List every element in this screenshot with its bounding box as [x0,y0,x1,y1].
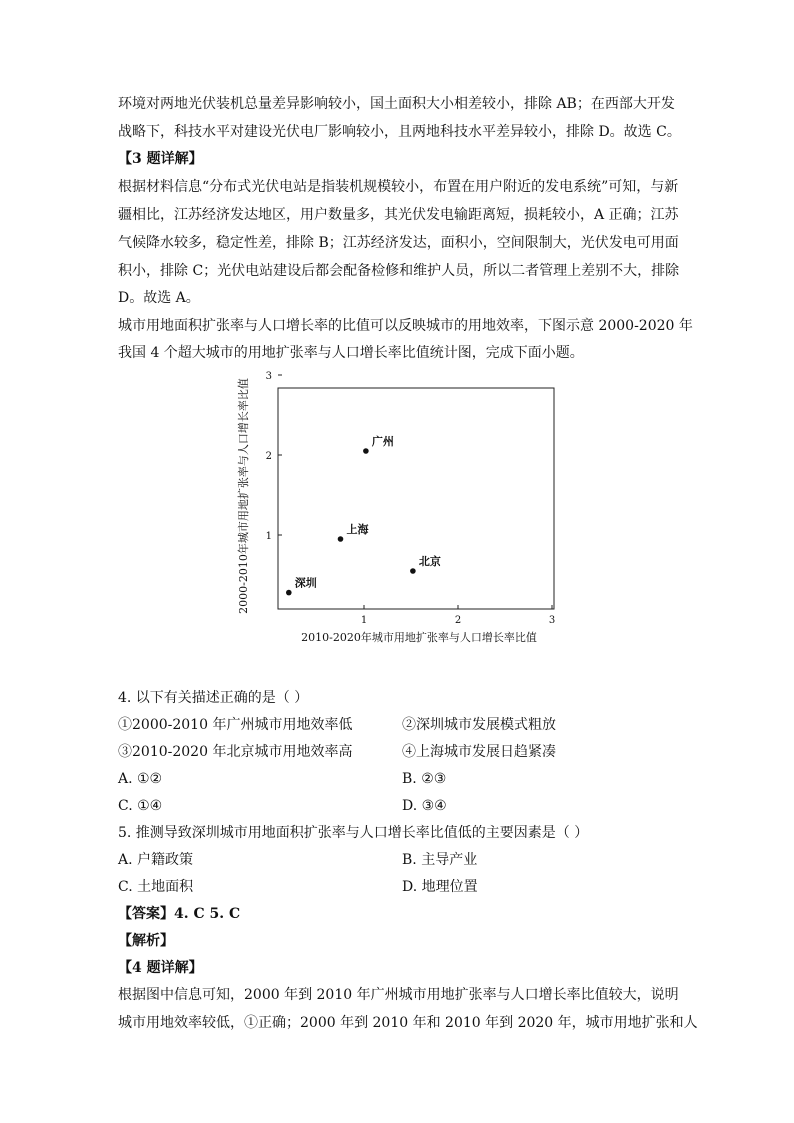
scatter-chart [0,365,794,665]
intro-line: 我国 4 个超大城市的用地扩张率与人口增长率比值统计图，完成下面小题。 [118,345,584,361]
plot-frame [278,388,554,609]
x-tick-label: 1 [360,615,368,626]
q4-explanation-line: 城市用地效率较低，①正确；2000 年到 2010 年和 2010 年到 2020 年，城市用地扩张和人 [118,1015,698,1031]
y-tick-label: 2 [265,451,272,462]
data-point [338,536,344,542]
section-heading: 【3 题详解】 [118,151,203,167]
analysis-heading: 【解析】 [118,933,174,949]
point-label: 广州 [371,435,394,448]
text-line: 气候降水较多，稳定性差，排除 B；江苏经济发达，面积小，空间限制大，光伏发电可用面 [118,235,679,251]
q5-option-a: A. 户籍政策 [118,852,194,868]
q4-statement-3: ③2010-2020 年北京城市用地效率高 [118,744,353,760]
y-axis-label: 2000-2010年城市用地扩张率与人口增长率比值 [237,378,250,614]
y-tick-label: 1 [265,531,272,542]
text-line: D。故选 A。 [118,290,200,306]
x-tick-label: 3 [548,615,556,626]
q5-option-b: B. 主导产业 [402,852,478,868]
data-point [363,448,369,454]
text-line: 环境对两地光伏装机总量差异影响较小，国土面积大小相差较小，排除 AB；在西部大开发 [118,96,675,112]
q5-stem: 5. 推测导致深圳城市用地面积扩张率与人口增长率比值低的主要因素是（ ） [118,825,589,841]
text-line: 积小，排除 C；光伏电站建设后都会配备检修和维护人员，所以二者管理上差别不大，排除 [118,263,680,279]
point-label: 北京 [418,555,441,568]
q5-option-c: C. 土地面积 [118,879,194,895]
q4-heading: 【4 题详解】 [118,960,203,976]
y-tick-label: 3 [265,371,272,382]
q4-statement-1: ①2000-2010 年广州城市用地效率低 [118,717,353,733]
point-label: 上海 [346,523,369,536]
x-axis-label: 2010-2020年城市用地扩张率与人口增长率比值 [301,631,537,644]
text-line: 战略下，科技水平对建设光伏电厂影响较小，且两地科技水平差异较小，排除 D。故选 C。 [118,124,681,140]
q4-option-a: A. ①② [118,771,163,787]
text-line: 疆相比，江苏经济发达地区，用户数量多，其光伏发电输距离短，损耗较小，A 正确；江苏 [118,207,679,223]
q4-statement-4: ④上海城市发展日趋紧凑 [402,744,556,760]
data-point [410,568,416,574]
q4-option-b: B. ②③ [402,771,447,787]
intro-line: 城市用地面积扩张率与人口增长率的比值可以反映城市的用地效率，下图示意 2000-2020 年 [118,318,693,334]
q4-option-d: D. ③④ [402,798,447,814]
q4-stem: 4. 以下有关描述正确的是（ ） [118,690,309,706]
q4-explanation-line: 根据图中信息可知，2000 年到 2010 年广州城市用地扩张率与人口增长率比值较大，说明 [118,987,679,1003]
q5-option-d: D. 地理位置 [402,879,478,895]
data-point [286,590,292,596]
answer-line: 【答案】4. C 5. C [118,906,241,922]
text-line: 根据材料信息“分布式光伏电站是指装机规模较小，布置在用户附近的发电系统”可知，与新 [118,179,679,195]
point-label: 深圳 [294,576,317,590]
x-tick-label: 2 [454,615,462,626]
q4-option-c: C. ①④ [118,798,163,814]
q4-statement-2: ②深圳城市发展模式粗放 [402,717,556,733]
